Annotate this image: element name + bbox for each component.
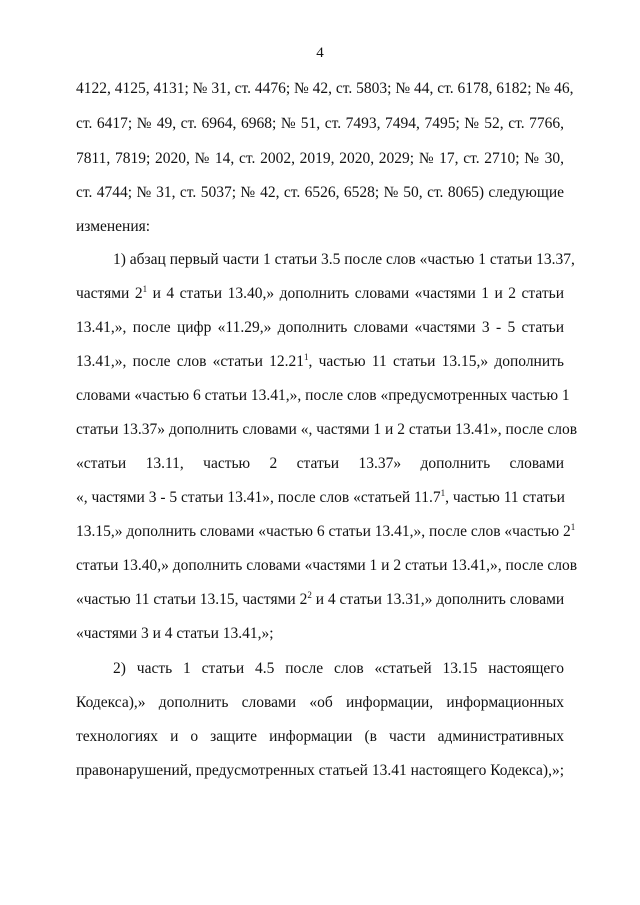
text-line: 13.41,», после цифр «11.29,» дополнить словами «частями 3 - 5 статьи bbox=[76, 319, 564, 336]
text-line: 4122, 4125, 4131; № 31, ст. 4476; № 42, ст. 5803; № 44, ст. 6178, 6182; № 46, bbox=[76, 80, 574, 97]
text-segment: частями 2 bbox=[76, 285, 143, 302]
text-segment: 13.41,», после слов «статьи 12.21 bbox=[76, 353, 304, 370]
superscript: 1 bbox=[142, 284, 148, 294]
text-line bbox=[76, 522, 576, 541]
text-segment: «, частями 3 - 5 статьи 13.41», после слов «статьей 11.7 bbox=[76, 489, 441, 506]
text-line: правонарушений, предусмотренных статьей 13.41 настоящего Кодекса),»; bbox=[76, 762, 565, 779]
text-line: статьи 13.37» дополнить словами «, частями 1 и 2 статьи 13.41», после слов bbox=[76, 421, 578, 438]
text-segment: 13.15,» дополнить словами «частью 6 статьи 13.41,», после слов «частью 2 bbox=[76, 523, 571, 540]
text-line bbox=[76, 285, 564, 303]
text-line bbox=[76, 353, 564, 371]
text-line bbox=[76, 489, 564, 507]
text-line: ст. 4744; № 31, ст. 5037; № 42, ст. 6526, 6528; № 50, ст. 8065) следующие bbox=[76, 184, 564, 201]
text-line: изменения: bbox=[76, 218, 151, 235]
text-line: «статьи 13.11, частью 2 статьи 13.37» дополнить словами bbox=[76, 455, 564, 472]
text-segment: и 4 статьи 13.40,» дополнить словами «частями 1 и 2 статьи bbox=[147, 285, 564, 302]
superscript: 1 bbox=[570, 522, 576, 532]
paragraph-2-first-line: 2) часть 1 статьи 4.5 после слов «статьей 13.15 настоящего bbox=[113, 660, 564, 677]
text-line: «частями 3 и 4 статьи 13.41,»; bbox=[76, 625, 274, 642]
text-line: статьи 13.40,» дополнить словами «частями 1 и 2 статьи 13.41,», после слов bbox=[76, 557, 578, 574]
text-segment: , частью 11 статьи bbox=[445, 489, 565, 506]
superscript: 1 bbox=[303, 352, 309, 362]
text-line: 7811, 7819; 2020, № 14, ст. 2002, 2019, 2020, 2029; № 17, ст. 2710; № 30, bbox=[76, 150, 564, 167]
text-line: словами «частью 6 статьи 13.41,», после слов «предусмотренных частью 1 bbox=[76, 387, 570, 404]
text-segment: «частью 11 статьи 13.15, частями 2 bbox=[76, 591, 308, 608]
text-segment: и 4 статьи 13.31,» дополнить словами bbox=[311, 591, 565, 608]
page-number: 4 bbox=[316, 45, 324, 61]
superscript: 1 bbox=[440, 488, 446, 498]
text-line: ст. 6417; № 49, ст. 6964, 6968; № 51, ст. 7493, 7494, 7495; № 52, ст. 7766, bbox=[76, 115, 564, 132]
paragraph-1-first-line: 1) абзац первый части 1 статьи 3.5 после слов «частью 1 статьи 13.37, bbox=[113, 251, 575, 268]
text-segment: , частью 11 статьи 13.15,» дополнить bbox=[308, 353, 564, 370]
text-line: Кодекса),» дополнить словами «об информации, информационных bbox=[76, 694, 564, 711]
text-line bbox=[76, 591, 564, 609]
superscript: 2 bbox=[307, 590, 312, 600]
text-line: технологиях и о защите информации (в части административных bbox=[76, 728, 564, 745]
